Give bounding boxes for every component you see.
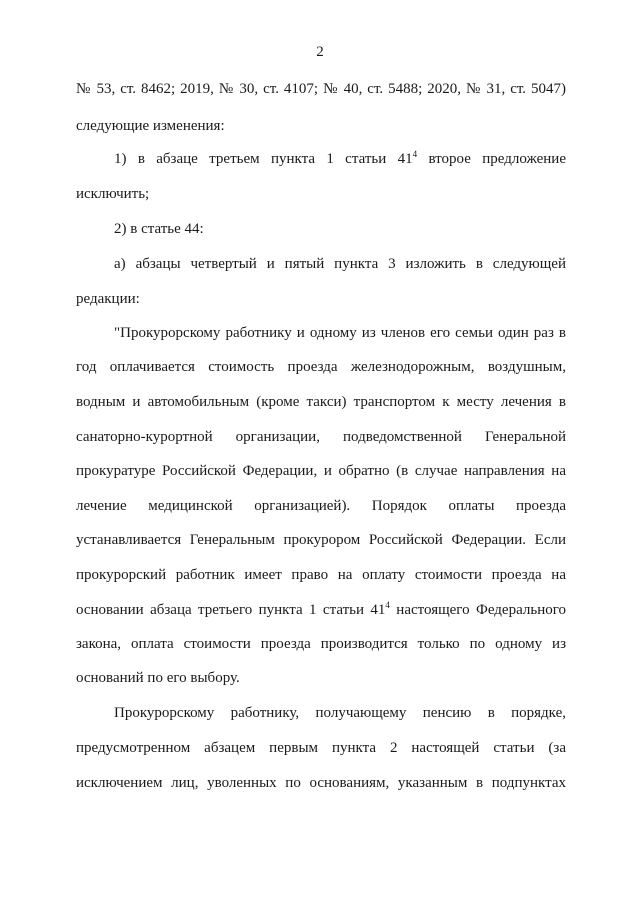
text-line: исключением лиц, уволенных по основаниям, указанным в подпунктах [76, 775, 566, 791]
text-line: № 53, ст. 8462; 2019, № 30, ст. 4107; № 40, ст. 5488; 2020, № 31, ст. 5047) [76, 81, 566, 97]
text-line: предусмотренном абзацем первым пункта 2 настоящей статьи (за [76, 740, 566, 756]
text-line: водным и автомобильным (кроме такси) транспортом к месту лечения в [76, 394, 566, 410]
text-line: оснований по его выбору. [76, 670, 240, 686]
text-fragment: настоящего Федерального [389, 602, 566, 618]
text-line: устанавливается Генеральным прокурором Российской Федерации. Если [76, 532, 566, 548]
text-line: "Прокурорскому работнику и одному из членов его семьи один раз в [114, 325, 566, 341]
text-line: Прокурорскому работнику, получающему пенсию в порядке, [114, 705, 566, 721]
text-line: прокуратуре Российской Федерации, и обратно (в случае направления на [76, 463, 566, 479]
text-line: а) абзацы четвертый и пятый пункта 3 изложить в следующей [114, 256, 566, 272]
text-line [114, 150, 566, 168]
text-line: прокурорский работник имеет право на оплату стоимости проезда на [76, 567, 566, 583]
text-fragment: 1) в абзаце третьем пункта 1 статьи 41 [114, 151, 413, 167]
text-line: следующие изменения: [76, 118, 225, 134]
text-line: 2) в статье 44: [114, 221, 204, 237]
text-line: закона, оплата стоимости проезда производится только по одному из [76, 636, 566, 652]
superscript: 4 [385, 600, 390, 610]
text-line: лечение медицинской организацией). Порядок оплаты проезда [76, 498, 566, 514]
text-line: санаторно-курортной организации, подведомственной Генеральной [76, 429, 566, 445]
text-line: год оплачивается стоимость проезда железнодорожным, воздушным, [76, 359, 566, 375]
text-fragment: второе предложение [417, 151, 566, 167]
text-line [76, 601, 566, 619]
page-number: 2 [316, 44, 324, 60]
text-fragment: основании абзаца третьего пункта 1 статьи 41 [76, 602, 386, 618]
text-line: редакции: [76, 291, 140, 307]
text-line: исключить; [76, 186, 150, 202]
superscript: 4 [412, 149, 418, 159]
